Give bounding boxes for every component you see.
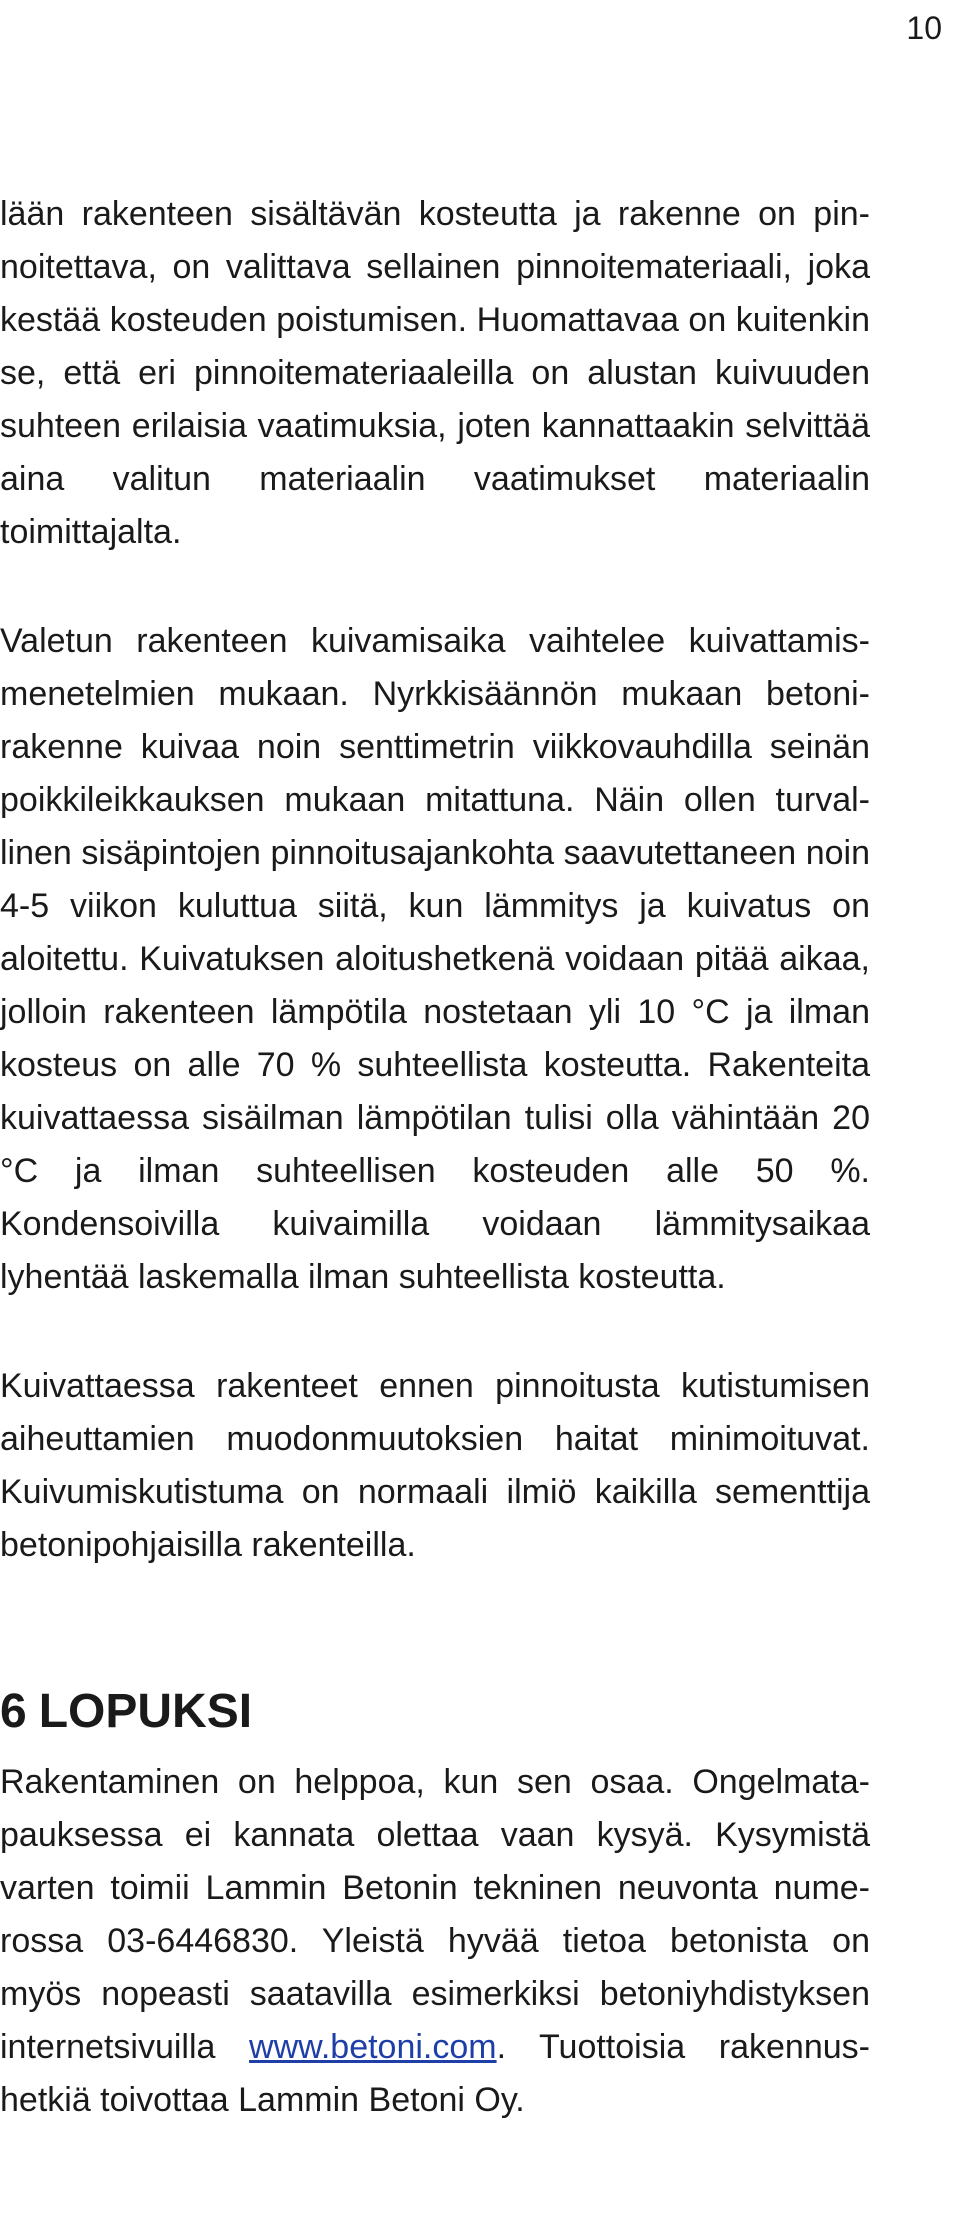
- paragraph-drying-time: Valetun rakenteen kuivamisaika vaihtelee kuivattamismenetelmien mukaan. Nyrkkisäännön mukaan betonirakenne kuivaa noin senttimetrin viikkovauhdilla seinän poikkileikkauksen mukaan mitattuna. Näin ollen turvallinen sisäpintojen pinnoitusajankohta saavutettaneen noin 4-5 viikon kuluttua siitä, kun lämmitys ja kuivatus on aloitettu. Kuivatuksen aloitushetkenä voidaan pitää aikaa, jolloin rakenteen lämpötila nostetaan yli 10 °C ja ilman kosteus on alle 70 % suhteellista kosteutta. Rakenteita kuivattaessa sisäilman lämpötilan tulisi olla vähintään 20 °C ja ilman suhteellisen kosteuden alle 50 %. Kondensoivilla kuivaimilla voidaan lämmitysaikaa lyhentää laskemalla ilman suhteellista kosteutta.: [0, 622, 870, 1296]
- paragraph-conclusion: [0, 1756, 870, 2127]
- section-spacer: [0, 1572, 870, 1682]
- conclusion-text-start: Rakentaminen on helppoa, kun sen osaa. Ongelmatapauksessa ei kannata olettaa vaan kysyä. Kysymistä varten toimii Lammin Betonin tekninen neuvonta numerossa 03-6446830. Yleistä hyvää tietoa betonista on myös nopeasti saatavilla esimerkiksi betoniyhdistyksen internetsivuilla: [0, 1763, 870, 2066]
- paragraph-shrinkage: Kuivattaessa rakenteet ennen pinnoitusta kutistumisen aiheuttamien muodonmuutoksien haitat minimoituvat. Kuivumiskutistuma on normaali ilmiö kaikilla sementtija betonipohjaisilla rakenteilla.: [0, 1367, 870, 1564]
- document-body: [0, 188, 870, 2127]
- paragraph-moisture-coating: lään rakenteen sisältävän kosteutta ja rakenne on pinnoitettava, on valittava sellainen pinnoitemateriaali, joka kestää kosteuden poistumisen. Huomattavaa on kuitenkin se, että eri pinnoitemateriaaleilla on alustan kuivuuden suhteen erilaisia vaatimuksia, joten kannattaakin selvittää aina valitun materiaalin vaatimukset materiaalin toimittajalta.: [0, 195, 870, 551]
- conclusion-text-end: . Tuottoisia rakennushetkiä toivottaa Lammin Betoni Oy.: [0, 2028, 870, 2119]
- section-title: LOPUKSI: [38, 1685, 253, 1738]
- betoni-website-link[interactable]: www.betoni.com: [249, 2028, 497, 2066]
- section-heading: [0, 1682, 870, 1742]
- page-number: 10: [906, 10, 942, 46]
- section-number: 6: [0, 1685, 27, 1738]
